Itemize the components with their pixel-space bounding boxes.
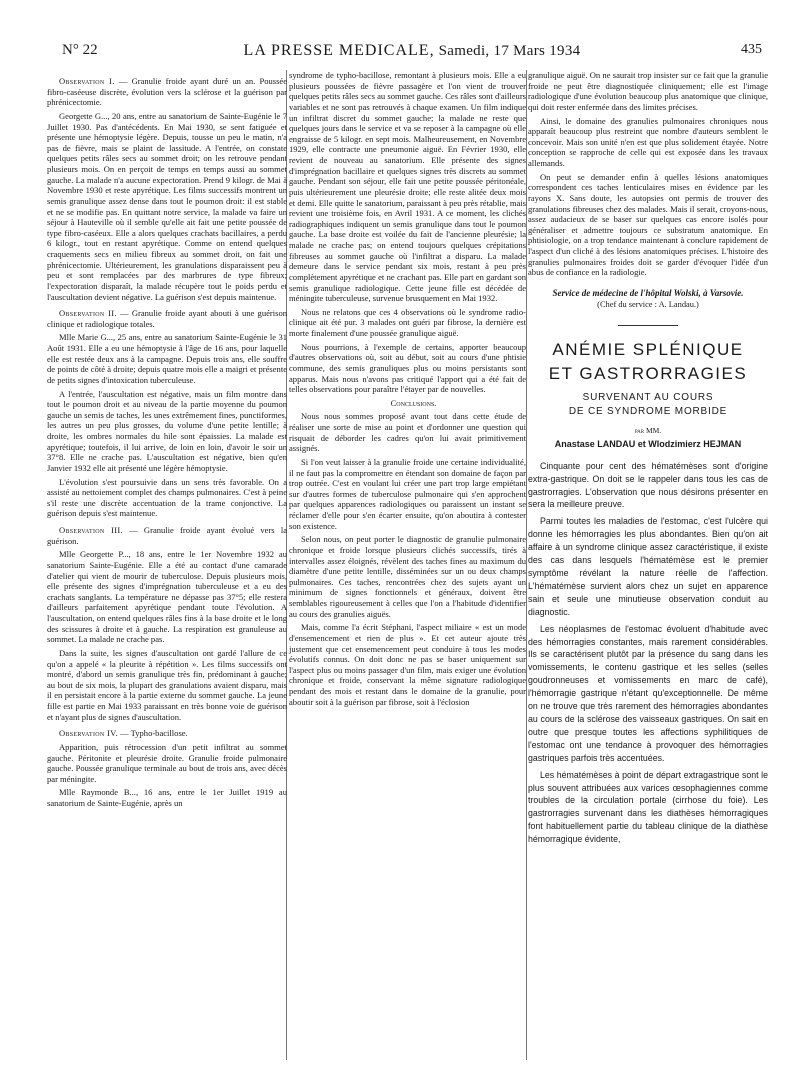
divider: [618, 325, 678, 326]
column-rule: [526, 70, 527, 1060]
paragraph: Apparition, puis rétrocession d'un petit infiltrat au sommet gauche. Péritonite et pleurésie droite. Granulie froide pulmonaire gauche. Poussée granulique terminale au bout de trois ans, avec décès par méningite.: [47, 741, 287, 784]
service-heading: Service de médecine de l'hôpital Wolski, à Varsovie.: [552, 287, 744, 298]
observation-label: Observation II.: [59, 308, 117, 319]
journal-name: LA PRESSE MEDICALE,: [243, 42, 435, 59]
paragraph: Si l'on veut laisser à la granulie froide une certaine individualité, il ne faut pas la compromettre en étendant son domaine de façon par trop outrée. C'est en voulant lui créer une part trop large empiétant sur d'autres formes de tuberculose pulmonaire qui s'en approchent par quelques apparences radiologiques ou paraissent un instant se réclamer d'elle pour s'en écarter ensuite, qu'on aboutira à contester son existence.: [289, 456, 526, 531]
paragraph: On peut se demander enfin à quelles lésions anatomiques correspondent ces taches lenticulaires mises en évidence par les rayons X. Sans doute, les autopsies ont permis de trouver des granulations fibreuses chez des malades. Mais il serait, croyons-nous, assez audacieux de se baser sur quelques cas encore isolés pour généraliser et admettre toujours ce substratum anatomique. En phtisiologie, on a trop tendance maintenant à conclure rapidement de l'aspect d'un cliché à des lésions anatomiques précises. L'histoire des granulies pulmonaires froides doit se garder d'évoquer l'idée d'un abus de confiance en la radiologie.: [528, 171, 768, 278]
observation-summary: — Typho-bacillose.: [117, 728, 188, 739]
paragraph: Mlle Raymonde B..., 16 ans, entre le 1er Juillet 1919 au sanatorium de Sainte-Eugénie, après un: [47, 787, 287, 808]
observation-heading: [47, 308, 287, 329]
paragraph: A l'entrée, l'auscultation est négative, mais un film montre dans tout le poumon droit et au niveau de la partie moyenne du poumon gauche un semis de taches, les unes extrêmement fines, punctiformes, les autres un peu plus grosses, du volume d'une petite lentille; à droite, les ombres normales du hile sont épaissies. La malade est apyrétique; toutefois, il lui arrive, de loin en loin, d'avoir le soir un 37°8. Elle ne crache pas. L'auscultation est négative, bien qu'en Janvier 1932 elle ait présenté une légère hémoptysie.: [47, 388, 287, 473]
paragraph: Les hématémèses à point de départ extragastrique sont le plus souvent attribuées aux varices œsophagiennes comme troubles de la circulation portale (cirrhose du foie). Les gastrorragies survenant dans les diathèses hémorragiques font habituellement partie du tableau clinique de la diathèse hémorragique évidente,: [528, 769, 768, 845]
observation-summary: — Granulie froide ayant abouti à une guérison clinique et radiologique totales.: [47, 308, 287, 329]
paragraph: granulique aiguë. On ne saurait trop insister sur ce fait que la granulie froide ne peut être diagnostiquée cliniquement; elle est l'image radiologique d'une évolution beaucoup plus anatomique que clinique, qui doit rester enfermée dans des limites précises.: [528, 70, 768, 112]
observation-summary: — Granulie froide ayant duré un an. Poussée fibro-caséeuse discrète, évolution vers la sclérose et la guérison par phrénicectomie.: [47, 76, 288, 108]
paragraph: Mlle Marie G..., 25 ans, entre au sanatorium Sainte-Eugénie le 31 Août 1931. Elle a eu une hémoptysie à l'âge de 16 ans, pour laquelle elle est restée deux ans à la campagne. Depuis trois ans, elle souffre de points de côté à droite; depuis quatre mois elle a maigri et présente de petits signes d'intoxication tuberculeuse.: [47, 332, 287, 385]
issue-number: N° 22: [62, 42, 98, 58]
paragraph: Les néoplasmes de l'estomac évoluent d'habitude avec des hémorragies constantes, mais rarement considérables. Ils se caractérisent plutôt par la présence du sang dans les vomissements, le contenu gastrique et les selles (selles goudronneuses et vomissements en marc de café), l'hémorragie gastrique n'étant qu'exceptionnelle. De même on ne trouve que très rarement des hémorragies abondantes au cours de la sclérose des vaisseaux gastriques. On sait en outre que presque toutes les affections syphilitiques de l'estomac ont une tendance à provoquer des hémorragies gastriques parfois très accentuées.: [528, 623, 768, 763]
paragraph: Georgette G..., 20 ans, entre au sanatorium de Sainte-Eugénie le 7 Juillet 1930. Pas d'antécédents. En Mai 1930, se sent fatiguée et présente une hémoptysie légère. Depuis, tousse un peu le matin, n'a pas de fièvre, mais se plaint de lassitude. A l'entrée, on constate quelques petits râles secs au sommet droit; on les retrouve pendant plusieurs mois. On en perçoit de temps en temps aussi au sommet gauche. La malade n'a aucune expectoration. Prend 9 kilogr. de Mai à Novembre 1930 et reste apyrétique. Les films successifs montrent un semis granulique assez dense dans tout le poumon droit: il est stable et ne se modifie pas. En quittant notre service, la malade va faire un séjour à Hauteville où il semble qu'elle ait fait une petite poussée de type fibro-caséeux. Elle a alors quelques crachats bacillaires, a perdu 6 kilogr., tout en restant apyrétique. Comme on entend quelques craquements secs en milieu fibreux au sommet droit, on fait une phrénicectomie. Ultérieurement, les granulations disparaissent peu à peu et sont remplacées par des marbrures de type fibreux; l'expectoration disparaît, la malade récupère tout le poids perdu et l'auscultation devient négative. La guérison s'est depuis maintenue.: [47, 110, 287, 302]
article-title-line-2: ET GASTRORRAGIES: [548, 363, 748, 383]
paragraph: syndrome de typho-bacillose, remontant à plusieurs mois. Elle a eu plusieurs poussées de fièvre passagère et l'on vient de trouver quelques petits râles secs au sommet gauche. Ces râles sont d'ailleurs variables et ne sont pas retrouvés à chaque examen. Un film indique un infiltrat discret du sommet gauche; la malade ne reste que quelques jours dans le service et va se reposer à la campagne où elle engraisse de 5 kilogr. en sept mois. Malheureusement, en Novembre 1929, elle contracte une pneumonie aiguë. En Février 1930, elle revient de nouveau au sanatorium. Elle présente des signes d'imprégnation bacillaire et quelques signes très discrets au sommet gauche. Pendant son séjour, elle fait une petite poussée péritonéale, puis ultérieurement une pleurésie droite; elle reste alitée deux mois et demi. Elle quitte le sanatorium, paraissant à peu près rétablie, mais revient une troisième fois, en Avril 1931. A ce moment, les clichés radiographiques indiquent un semis granulique dans tout le poumon gauche. La base droite est voilée du fait de l'ancienne pleurésie; la malade ne crache pas; on entend toujours quelques crépitations fibreuses au sommet gauche où l'infiltrat a disparu. La malade demeure dans le service pendant six mois, restant à peu près complètement apyrétique et ne crachant pas. Elle part en gardant son semis granulique radiologique. Cette jeune fille est décédée de méningite tuberculeuse, survenue brusquement en Mai 1932.: [289, 70, 526, 304]
paragraph: Dans la suite, les signes d'auscultation ont gardé l'allure de ce qu'on a appelé « la pleurite à répétition ». Les films successifs ont montré, d'abord un semis granulique très fin, prédominant à gauche; au bout de six mois, la plupart des granulations avaient disparu, mais il en persistait encore à la partie externe du sommet gauche. La jeune fille est partie en Mai 1933 paraissant en très bonne voie de guérison et n'ayant plus de signes d'auscultation.: [47, 647, 287, 722]
observation-label: Observation IV.: [59, 728, 118, 739]
page-number: 435: [741, 42, 762, 57]
observation-heading: [47, 728, 287, 739]
paragraph: L'évolution s'est poursuivie dans un sens très favorable. On a assisté au nettoiement complet des champs pulmonaires. C'est à peine s'il reste une discrète accentuation de la trame conjonctive. La guérison depuis s'est maintenue.: [47, 476, 287, 519]
observation-label: Observation III.: [59, 525, 123, 535]
article-end: [528, 70, 768, 278]
article-body: [528, 460, 768, 846]
journal-title: [62, 42, 762, 60]
column-left: [47, 70, 287, 812]
section-heading: Conclusions.: [390, 397, 437, 408]
running-header: [62, 40, 762, 66]
observation-heading: [47, 525, 287, 546]
byline-prefix: par MM.: [634, 425, 662, 435]
paragraph: Nous ne relatons que ces 4 observations où le syndrome radio-clinique ait été pur. 3 malades ont guéri par fibrose, la dernière est morte finalement d'une poussée granulique aiguë.: [289, 306, 526, 338]
paragraph: Selon nous, on peut porter le diagnostic de granulie pulmonaire chronique et froide lorsque plusieurs clichés successifs, tirés à intervalles assez éloignés, révèlent des taches fines au maximum du diamètre d'une petite lentille, disséminées sur un ou deux champs pulmonaires. Ces taches, rencontrées chez des sujets ayant un minimum de signes fonctionnels et généraux, doivent être semblables rigoureusement à celles que l'on a l'habitude d'identifier au cours des granulies aiguës.: [289, 534, 526, 619]
paragraph: Mlle Georgette P..., 18 ans, entre le 1er Novembre 1932 au sanatorium Sainte-Eugénie. Elle a été au contact d'une camarade d'atelier qui vient de mourir de tuberculose. Depuis plusieurs mois, elle présente des signes d'imprégnation tuberculeuse et a eu des crachats sanglants. La température ne dépasse pas 37°5; elle restera d'ailleurs parfaitement apyrétique pendant toute l'évolution. A l'auscultation, on entend quelques râles fins à la base droite et le long des scissures à droite et à gauche. La respiration est granuleuse au sommet. La malade ne crache pas.: [47, 549, 287, 645]
paragraph: Nous pourrions, à l'exemple de certains, apporter beaucoup d'autres observations où, soit au début, soit au cours d'une phtisie commune, des semis granuliques plus ou moins persistants sont apparus. Mais nous n'avons pas critiqué l'apport qui a été fait de telles observations pour paraître l'étayer par de nouvelles.: [289, 341, 526, 395]
paragraph: Cinquante pour cent des hématémèses sont d'origine extra-gastrique. On doit se le rappeler dans tous les cas de gastrorragies. L'observation que nous désirons présenter en sera la meilleure preuve.: [528, 460, 768, 510]
service-chief: (Chef du service : A. Landau.): [597, 299, 699, 309]
observation-summary: — Granulie froide ayant évolué vers la guérison.: [47, 525, 287, 546]
article-authors: Anastase LANDAU et Wlodzimierz HEJMAN: [554, 439, 742, 450]
column-middle: [289, 70, 526, 710]
paragraph: Mais, comme l'a écrit Stéphani, l'aspect miliaire « est un mode d'ensemencement et rien de plus ». Et cet auteur ajoute très justement que cet ensemencement peut conduire à tous les modes évolutifs connus. On doit donc ne pas se baser uniquement sur l'aspect plus ou moins passager d'un film, mais exiger une évolution chronique et froide, conservant la même signature radiologique pendant des mois et restant dans le domaine de la granulie, pour aboutir soit à la guérison par fibrose, soit à l'éclosion: [289, 622, 526, 707]
paragraph: Parmi toutes les maladies de l'estomac, c'est l'ulcère qui donne les hémorragies les plus abondantes. Bien qu'on ait affaire à un syndrome clinique assez caractéristique, il existe des cas dans lesquels l'hématémèse est le premier symptôme révélant la nature réelle de l'affection. L'hématémèse survient alors chez un sujet en apparence sain et seule une minutieuse observation conduit au diagnostic.: [528, 516, 768, 617]
paragraph: Ainsi, le domaine des granulies pulmonaires chroniques nous apparaît beaucoup plus restreint que nombre d'auteurs semblent le concevoir. Mais son unité n'en est que plus solidement étayée. Notre conception se rapproche de celle qui est exposée dans les travaux allemands.: [528, 115, 768, 168]
observation-label: Observation I.: [59, 76, 115, 86]
issue-date: Samedi, 17 Mars 1934: [438, 43, 581, 59]
article-title-line-1: ANÉMIE SPLÉNIQUE: [552, 339, 744, 359]
observation-heading: [47, 76, 287, 108]
column-right: [528, 70, 768, 850]
article-subtitle-line-2: DE CE SYNDROME MORBIDE: [568, 405, 728, 417]
paragraph: Nous nous sommes proposé avant tout dans cette étude de réaliser une sorte de mise au point et d'ordonner une question qui risquait de déborder les cadres qu'on lui avait primitivement assignés.: [289, 411, 526, 454]
article-subtitle-line-1: SURVENANT AU COURS: [582, 391, 714, 403]
